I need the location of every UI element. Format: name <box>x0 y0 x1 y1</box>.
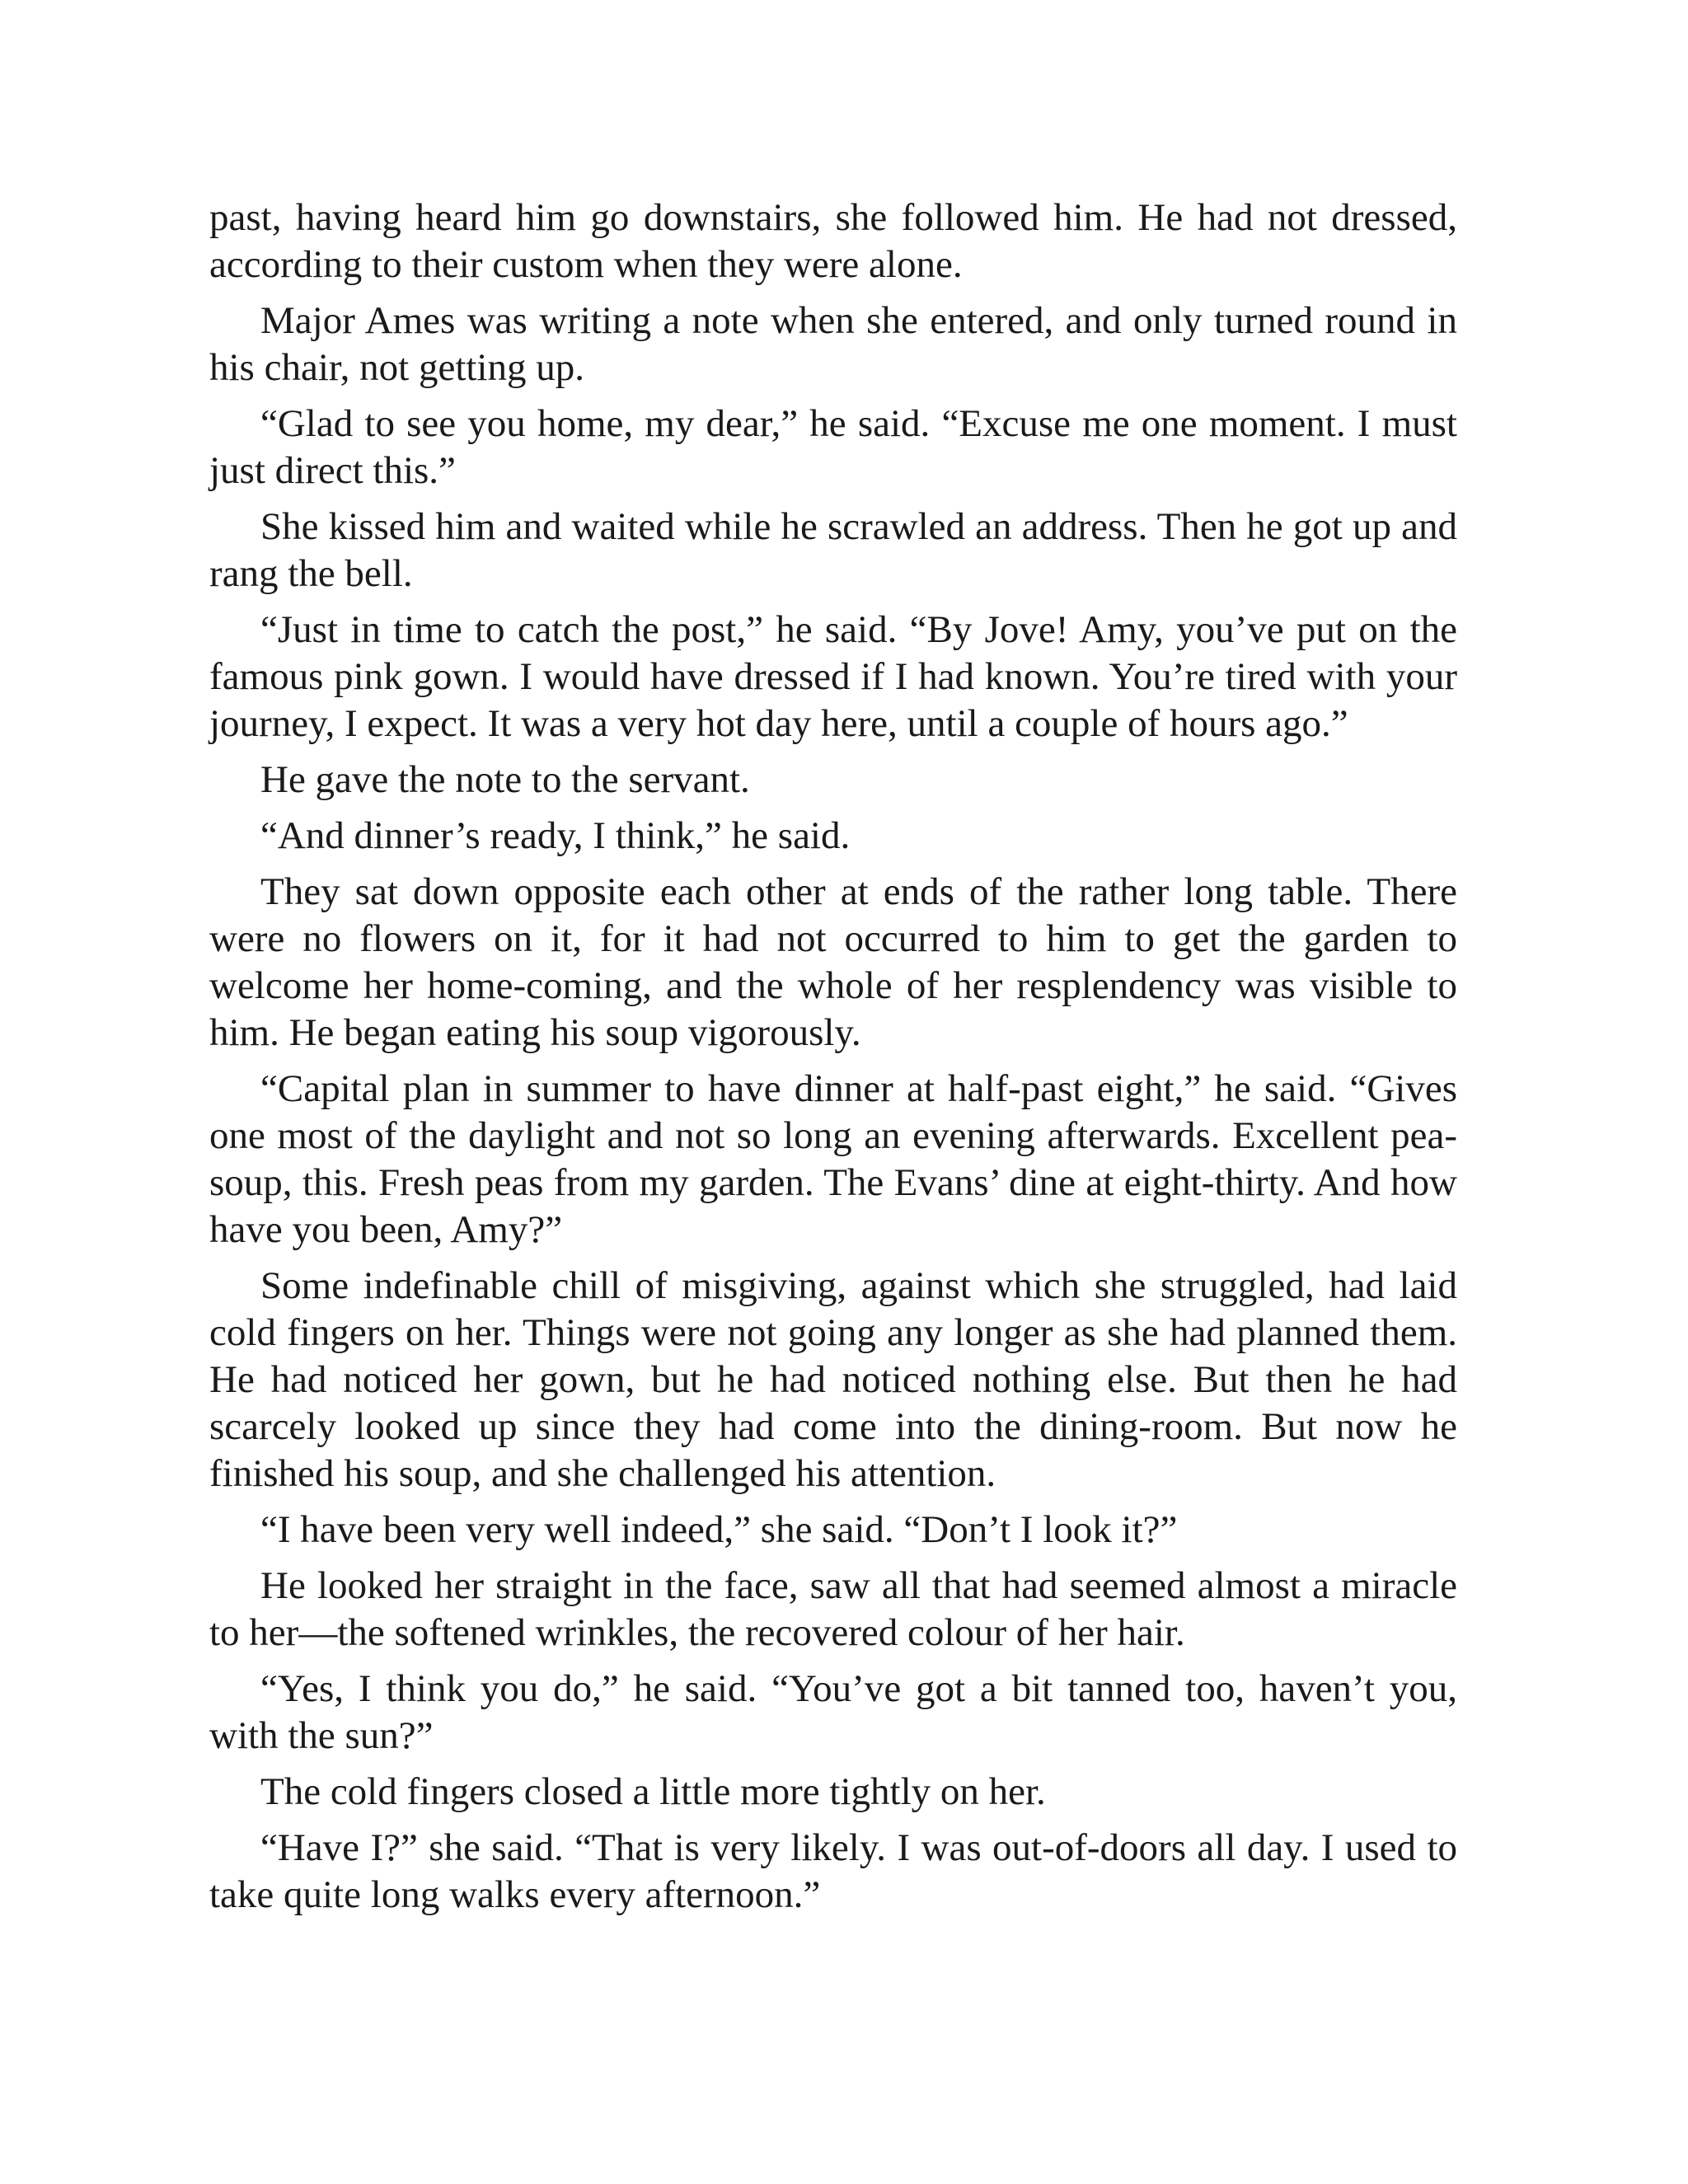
paragraph: “Just in time to catch the post,” he said. “By Jove! Amy, you’ve put on the famous pink gown. I would have dressed if I had known. You’re tired with your journey, I expect. It was a very hot day here, until a couple of hours ago.” <box>209 608 1457 745</box>
paragraph: “I have been very well indeed,” she said. “Don’t I look it?” <box>260 1508 1178 1551</box>
paragraph: Some indefinable chill of misgiving, against which she struggled, had laid cold fingers on her. Things were not going any longer as she had planned them. He had noticed her gown, but he had noticed nothing else. But then he had scarcely looked up since they had come into the dining-room. But now he finished his soup, and she challenged his attention. <box>209 1264 1457 1495</box>
paragraph: “Capital plan in summer to have dinner at half-past eight,” he said. “Gives one most of the daylight and not so long an evening afterwards. Excellent pea-soup, this. Fresh peas from my garden. The Evans’ dine at eight-thirty. And how have you been, Amy?” <box>209 1067 1457 1251</box>
paragraph: Major Ames was writing a note when she entered, and only turned round in his chair, not getting up. <box>209 299 1457 389</box>
paragraph: “Yes, I think you do,” he said. “You’ve got a bit tanned too, haven’t you, with the sun?” <box>209 1667 1457 1757</box>
paragraph: He looked her straight in the face, saw all that had seemed almost a miracle to her—the softened wrinkles, the recovered colour of her hair. <box>209 1564 1457 1654</box>
paragraph: She kissed him and waited while he scrawled an address. Then he got up and rang the bell. <box>209 505 1457 595</box>
paragraph: “And dinner’s ready, I think,” he said. <box>260 814 851 857</box>
paragraph: “Have I?” she said. “That is very likely. I was out-of-doors all day. I used to take quite long walks every afternoon.” <box>209 1826 1457 1916</box>
paragraph: They sat down opposite each other at ends of the rather long table. There were no flowers on it, for it had not occurred to him to get the garden to welcome her home-coming, and the whole of her resplendency was visible to him. He began eating his soup vigorously. <box>209 870 1457 1054</box>
paragraph: The cold fingers closed a little more tightly on her. <box>260 1770 1046 1813</box>
paragraph: He gave the note to the servant. <box>260 758 750 801</box>
paragraph: “Glad to see you home, my dear,” he said. “Excuse me one moment. I must just direct this.” <box>209 402 1457 492</box>
page-body <box>209 194 1457 1928</box>
paragraph: past, having heard him go downstairs, she followed him. He had not dressed, according to their custom when they were alone. <box>209 196 1457 286</box>
